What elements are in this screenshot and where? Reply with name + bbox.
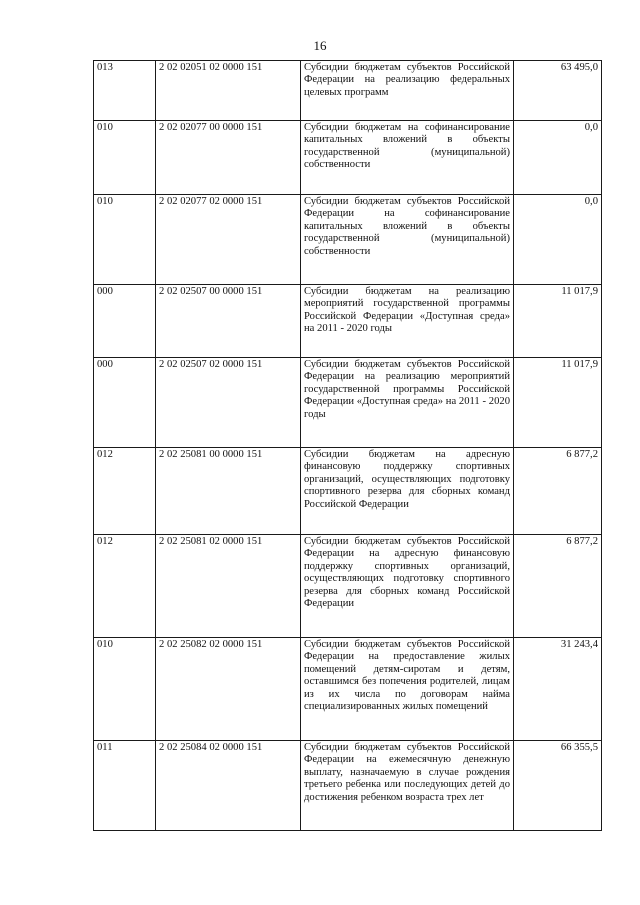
page-number: 16 <box>313 38 327 53</box>
amount-cell: 0,0 <box>514 195 602 285</box>
budget-classification-code-cell: 2 02 02077 02 0000 151 <box>156 195 301 285</box>
admin-code-cell: 012 <box>94 535 156 638</box>
budget-classification-code-cell: 2 02 02077 00 0000 151 <box>156 121 301 195</box>
revenue-name-cell: Субсидии бюджетам субъектов Российской Федерации на реализацию федеральных целевых программ <box>301 61 514 121</box>
amount-cell: 6 877,2 <box>514 535 602 638</box>
table-row <box>94 121 602 195</box>
admin-code-cell: 011 <box>94 741 156 831</box>
table-row <box>94 741 602 831</box>
admin-code-cell: 000 <box>94 285 156 358</box>
admin-code-cell: 010 <box>94 638 156 741</box>
budget-classification-code-cell: 2 02 25081 00 0000 151 <box>156 448 301 535</box>
table-row <box>94 535 602 638</box>
revenue-name-cell: Субсидии бюджетам субъектов Российской Федерации на адресную финансовую поддержку спортивных организаций, осуществляющих подготовку спортивного резерва для сборных команд Российской Федерации <box>301 535 514 638</box>
amount-cell: 0,0 <box>514 121 602 195</box>
amount-cell: 31 243,4 <box>514 638 602 741</box>
table-row <box>94 448 602 535</box>
budget-classification-code-cell: 2 02 25081 02 0000 151 <box>156 535 301 638</box>
amount-cell: 63 495,0 <box>514 61 602 121</box>
revenue-name-cell: Субсидии бюджетам на софинансирование капитальных вложений в объекты государственной (муниципальной) собственности <box>301 121 514 195</box>
budget-classification-code-cell: 2 02 02051 02 0000 151 <box>156 61 301 121</box>
amount-cell: 11 017,9 <box>514 358 602 448</box>
amount-cell: 66 355,5 <box>514 741 602 831</box>
revenue-name-cell: Субсидии бюджетам субъектов Российской Федерации на реализацию мероприятий государственной программы Российской Федерации «Доступная среда» на 2011 - 2020 годы <box>301 358 514 448</box>
revenue-name-cell: Субсидии бюджетам субъектов Российской Федерации на ежемесячную денежную выплату, назначаемую в случае рождения третьего ребенка или последующих детей до достижения ребенком возраста трех лет <box>301 741 514 831</box>
table-row <box>94 61 602 121</box>
budget-classification-code-cell: 2 02 25082 02 0000 151 <box>156 638 301 741</box>
revenue-name-cell: Субсидии бюджетам на адресную финансовую поддержку спортивных организаций, осуществляющих подготовку спортивного резерва для сборных команд Российской Федерации <box>301 448 514 535</box>
budget-classification-code-cell: 2 02 02507 00 0000 151 <box>156 285 301 358</box>
admin-code-cell: 013 <box>94 61 156 121</box>
table-row <box>94 358 602 448</box>
revenue-name-cell: Субсидии бюджетам на реализацию мероприятий государственной программы Российской Федерации «Доступная среда» на 2011 - 2020 годы <box>301 285 514 358</box>
budget-classification-code-cell: 2 02 25084 02 0000 151 <box>156 741 301 831</box>
budget-revenue-table <box>93 60 602 831</box>
admin-code-cell: 010 <box>94 195 156 285</box>
admin-code-cell: 012 <box>94 448 156 535</box>
table-row <box>94 195 602 285</box>
budget-classification-code-cell: 2 02 02507 02 0000 151 <box>156 358 301 448</box>
revenue-name-cell: Субсидии бюджетам субъектов Российской Федерации на софинансирование капитальных вложений в объекты государственной (муниципальной) собственности <box>301 195 514 285</box>
amount-cell: 6 877,2 <box>514 448 602 535</box>
admin-code-cell: 010 <box>94 121 156 195</box>
revenue-name-cell: Субсидии бюджетам субъектов Российской Федерации на предоставление жилых помещений детям-сиротам и детям, оставшимся без попечения родителей, лицам из их числа по договорам найма специализированных жилых помещений <box>301 638 514 741</box>
table-row <box>94 285 602 358</box>
amount-cell: 11 017,9 <box>514 285 602 358</box>
admin-code-cell: 000 <box>94 358 156 448</box>
table-row <box>94 638 602 741</box>
